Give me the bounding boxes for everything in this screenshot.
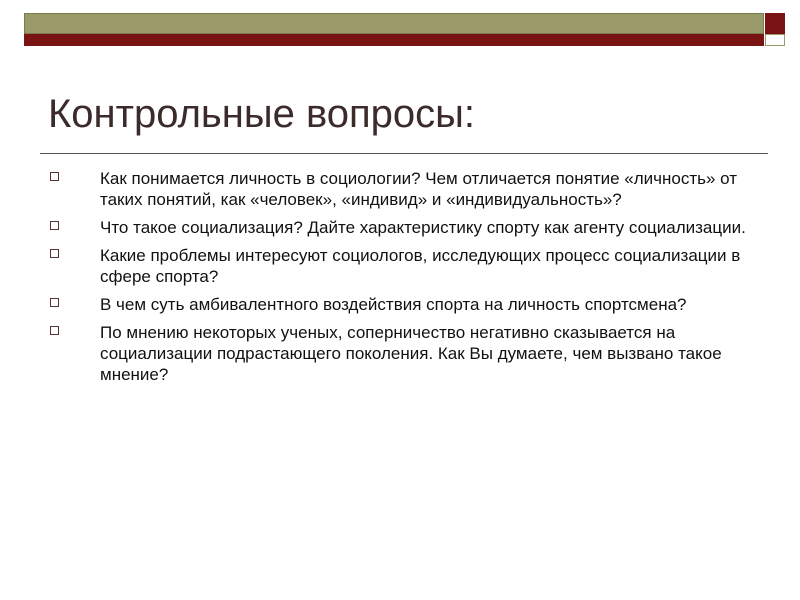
question-text-2: Что такое социализация? Дайте характеристику спорту как агенту социализации.: [100, 218, 746, 237]
questions-list: [48, 168, 748, 392]
question-item-2: [48, 217, 748, 238]
question-text-3: Какие проблемы интересуют социологов, исследующих процесс социализации в сфере спорта?: [100, 246, 741, 286]
hollow-square-bullet-icon: [50, 172, 59, 181]
header-bar-olive: [24, 13, 764, 34]
slide-title: Контрольные вопросы:: [48, 92, 476, 136]
question-item-3: [48, 245, 748, 287]
question-text-4: В чем суть амбивалентного воздействия спорта на личность спортсмена?: [100, 295, 687, 314]
question-item-1: [48, 168, 748, 210]
question-text-1: Как понимается личность в социологии? Чем отличается понятие «личность» от таких понятий, как «человек», «индивид» и «индивидуальность»?: [100, 169, 738, 209]
hollow-square-bullet-icon: [50, 249, 59, 258]
title-divider: [40, 153, 768, 154]
header-corner-block-maroon: [765, 13, 785, 34]
question-item-4: [48, 294, 748, 315]
header-corner-block-outline: [765, 34, 785, 46]
header-bar-maroon: [24, 34, 764, 46]
hollow-square-bullet-icon: [50, 221, 59, 230]
question-item-5: [48, 322, 748, 385]
hollow-square-bullet-icon: [50, 298, 59, 307]
hollow-square-bullet-icon: [50, 326, 59, 335]
question-text-5: По мнению некоторых ученых, соперничество негативно сказывается на социализации подрастающего поколения. Как Вы думаете, чем вызвано такое мнение?: [100, 323, 722, 384]
